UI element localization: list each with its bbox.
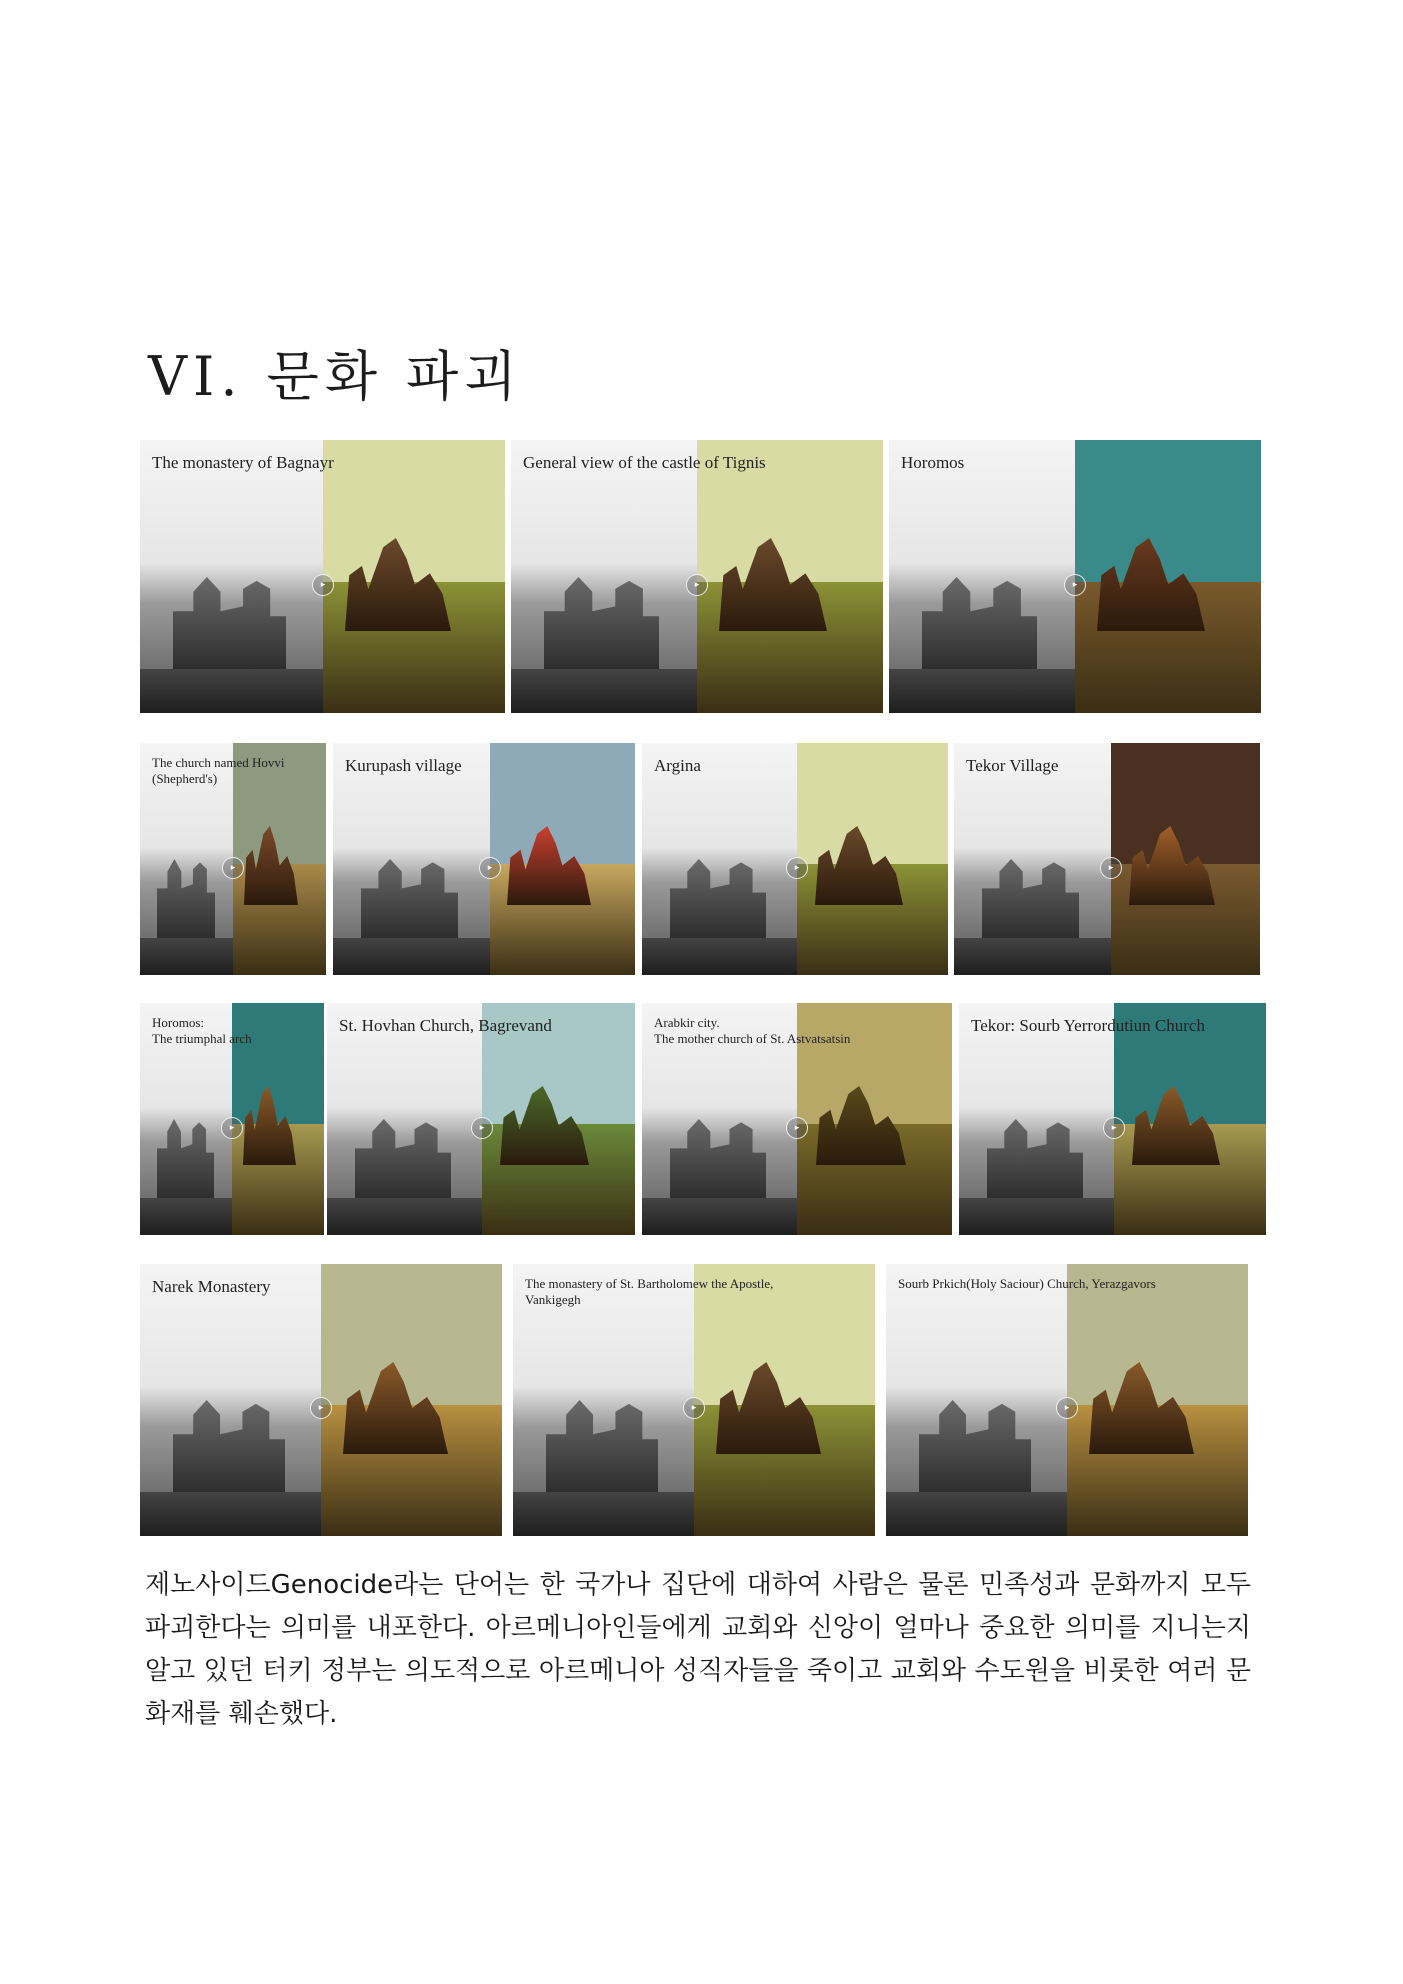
historic-photo (886, 1264, 1067, 1536)
photo-comparison-tile[interactable] (511, 440, 883, 713)
ruin-silhouette (1089, 1362, 1194, 1454)
photo-comparison-tile[interactable] (642, 743, 948, 975)
photo-caption: General view of the castle of Tignis (523, 453, 766, 472)
photo-comparison-tile[interactable] (140, 1003, 324, 1235)
ruin-silhouette (719, 538, 827, 631)
ground (642, 1198, 797, 1235)
ruin-silhouette (243, 1086, 296, 1165)
compare-slider-icon[interactable]: ▸ (222, 857, 244, 879)
ground (511, 669, 697, 713)
ground (886, 1492, 1067, 1536)
compare-slider-icon[interactable]: ▸ (1056, 1397, 1078, 1419)
historic-photo (511, 440, 697, 713)
body-paragraph: 제노사이드Genocide라는 단어는 한 국가나 집단에 대하여 사람은 물론 민족성과 문화까지 모두 파괴한다는 의미를 내포한다. 아르메니아인들에게 교회와 신앙이 얼마나 중요한 의미를 지니는지 알고 있던 터키 정부는 의도적으로 아르메니아 성직자들을 죽이고 교회와 수도원을 비롯한 여러 문화재를 훼손했다. (145, 1570, 1251, 1729)
ground (954, 938, 1111, 975)
historic-photo (954, 743, 1111, 975)
ruin-silhouette (816, 1086, 906, 1165)
compare-slider-icon[interactable]: ▸ (786, 857, 808, 879)
photo-caption: Horomos (901, 453, 965, 472)
ruin-silhouette (500, 1086, 589, 1165)
photo-caption: The monastery of St. Bartholomew the Apostle, Vankigegh (525, 1276, 774, 1308)
page-title: VI. 문화 파괴 (148, 345, 523, 408)
photo-comparison-tile[interactable] (889, 440, 1261, 713)
building-silhouette (982, 859, 1079, 943)
recent-photo (697, 440, 883, 713)
compare-slider-icon[interactable]: ▸ (312, 574, 334, 596)
recent-photo (490, 743, 635, 975)
recent-photo (1067, 1264, 1248, 1536)
photo-caption: Tekor: Sourb Yerrordutiun Church (971, 1016, 1205, 1035)
photo-caption: Kurupash village (345, 756, 462, 775)
ruin-silhouette (1132, 1086, 1220, 1165)
ruin-silhouette (815, 826, 903, 905)
compare-slider-icon[interactable]: ▸ (1103, 1117, 1125, 1139)
ground (140, 938, 233, 975)
recent-photo (1111, 743, 1260, 975)
photo-caption: St. Hovhan Church, Bagrevand (339, 1016, 552, 1035)
photo-comparison-tile[interactable] (140, 743, 326, 975)
ground (140, 669, 323, 713)
building-silhouette (670, 1119, 766, 1203)
photo-comparison-tile[interactable] (959, 1003, 1266, 1235)
compare-slider-icon[interactable]: ▸ (221, 1117, 243, 1139)
recent-photo (1114, 1003, 1266, 1235)
recent-photo (797, 743, 948, 975)
compare-slider-icon[interactable]: ▸ (786, 1117, 808, 1139)
ruin-silhouette (1097, 538, 1205, 631)
building-silhouette (919, 1400, 1031, 1498)
compare-slider-icon[interactable]: ▸ (479, 857, 501, 879)
compare-slider-icon[interactable]: ▸ (686, 574, 708, 596)
ruin-silhouette (244, 826, 298, 905)
ground (513, 1492, 694, 1536)
photo-caption: Narek Monastery (152, 1277, 271, 1296)
historic-photo (889, 440, 1075, 713)
recent-photo (321, 1264, 502, 1536)
ground (140, 1198, 232, 1235)
photo-comparison-tile[interactable] (140, 440, 505, 713)
compare-slider-icon[interactable]: ▸ (1064, 574, 1086, 596)
photo-comparison-tile[interactable] (513, 1264, 875, 1536)
photo-comparison-tile[interactable] (140, 1264, 502, 1536)
ground (959, 1198, 1114, 1235)
historic-photo (327, 1003, 482, 1235)
ground (333, 938, 490, 975)
photo-comparison-tile[interactable] (886, 1264, 1248, 1536)
building-silhouette (355, 1119, 451, 1203)
historic-photo (140, 440, 323, 713)
photo-comparison-tile[interactable] (642, 1003, 952, 1235)
ground (327, 1198, 482, 1235)
building-silhouette (670, 859, 766, 943)
photo-comparison-tile[interactable] (954, 743, 1260, 975)
photo-caption: The church named Hovvi (Shepherd's) (152, 755, 285, 787)
ruin-silhouette (343, 1362, 448, 1454)
ground (642, 938, 797, 975)
ruin-silhouette (507, 826, 591, 905)
photo-caption: Argina (654, 756, 701, 775)
historic-photo (959, 1003, 1114, 1235)
compare-slider-icon[interactable]: ▸ (683, 1397, 705, 1419)
photo-caption: Tekor Village (966, 756, 1059, 775)
ruin-silhouette (716, 1362, 821, 1454)
building-silhouette (173, 577, 286, 675)
photo-caption: Arabkir city. The mother church of St. Astvatsatsin (654, 1015, 851, 1047)
photo-caption: The monastery of Bagnayr (152, 453, 334, 472)
compare-slider-icon[interactable]: ▸ (1100, 857, 1122, 879)
historic-photo (642, 743, 797, 975)
compare-slider-icon[interactable]: ▸ (471, 1117, 493, 1139)
photo-comparison-tile[interactable] (333, 743, 635, 975)
historic-photo (333, 743, 490, 975)
compare-slider-icon[interactable]: ▸ (310, 1397, 332, 1419)
photo-caption: Horomos: The triumphal arch (152, 1015, 252, 1047)
ground (140, 1492, 321, 1536)
historic-photo (140, 1264, 321, 1536)
building-silhouette (922, 577, 1037, 675)
recent-photo (482, 1003, 635, 1235)
building-silhouette (157, 859, 215, 943)
ground (889, 669, 1075, 713)
ruin-silhouette (345, 538, 451, 631)
photo-caption: Sourb Prkich(Holy Saciour) Church, Yerazgavors (898, 1276, 1156, 1291)
recent-photo (323, 440, 505, 713)
building-silhouette (173, 1400, 285, 1498)
recent-photo (1075, 440, 1261, 713)
building-silhouette (157, 1119, 214, 1203)
photo-comparison-tile[interactable] (327, 1003, 635, 1235)
building-silhouette (987, 1119, 1083, 1203)
building-silhouette (361, 859, 458, 943)
building-silhouette (546, 1400, 658, 1498)
ruin-silhouette (1129, 826, 1215, 905)
building-silhouette (544, 577, 659, 675)
